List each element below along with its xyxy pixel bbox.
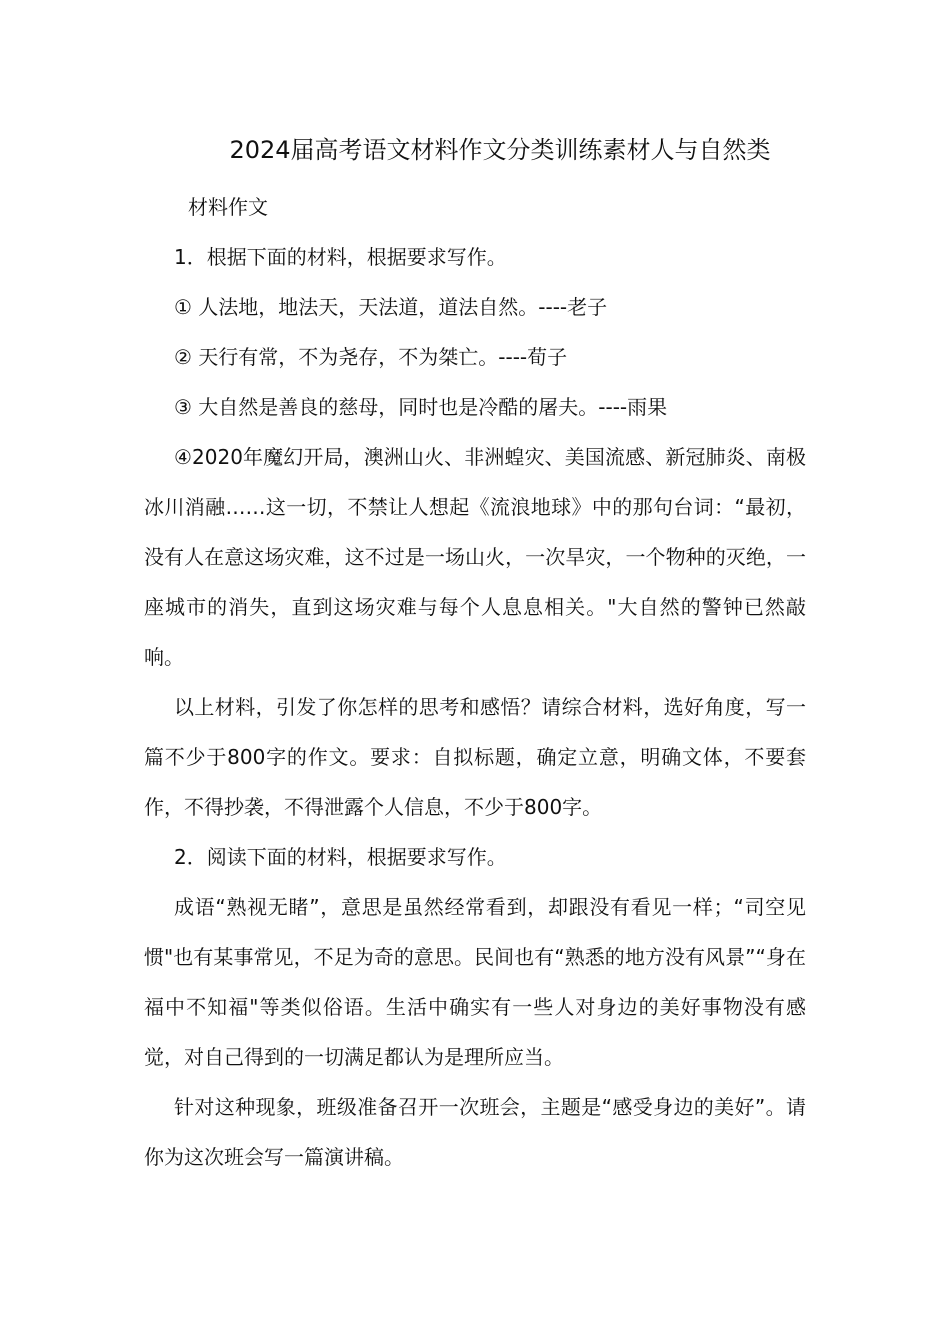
question-1-requirement: 以上材料，引发了你怎样的思考和感悟？请综合材料，选好角度，写一篇不少于800字的作文。要求：自拟标题，确定立意，明确文体，不要套作，不得抄袭，不得泄露个人信息，不少于800字。	[144, 695, 806, 819]
quote-laozi: ① 人法地，地法天，天法道，道法自然。----老子	[174, 295, 608, 319]
document-body	[144, 182, 806, 1182]
document-title: 2024届高考语文材料作文分类训练素材人与自然类	[229, 136, 771, 164]
question-2-prompt: 2．阅读下面的材料，根据要求写作。	[174, 845, 507, 869]
section-heading: 材料作文	[188, 195, 268, 219]
quote-xunzi: ② 天行有常，不为尧存，不为桀亡。----荀子	[174, 345, 568, 369]
question-2-task: 针对这种现象，班级准备召开一次班会，主题是“感受身边的美好”。请你为这次班会写一篇演讲稿。	[144, 1095, 806, 1169]
question-1-prompt: 1．根据下面的材料，根据要求写作。	[174, 245, 507, 269]
quote-hugo: ③ 大自然是善良的慈母，同时也是冷酷的屠夫。----雨果	[174, 395, 668, 419]
quote-2020-events: ④2020年魔幻开局，澳洲山火、非洲蝗灾、美国流感、新冠肺炎、南极冰川消融……这一切，不禁让人想起《流浪地球》中的那句台词：“最初，没有人在意这场灾难，这不过是一场山火，一次旱灾，一个物种的灭绝，一座城市的消失，直到这场灾难与每个人息息相关。"大自然的警钟已然敲响。	[144, 445, 806, 669]
question-2-material: 成语“熟视无睹”，意思是虽然经常看到，却跟没有看见一样；“司空见惯"也有某事常见，不足为奇的意思。民间也有“熟悉的地方没有风景”“身在福中不知福"等类似俗语。生活中确实有一些人对身边的美好事物没有感觉，对自己得到的一切满足都认为是理所应当。	[144, 895, 806, 1069]
